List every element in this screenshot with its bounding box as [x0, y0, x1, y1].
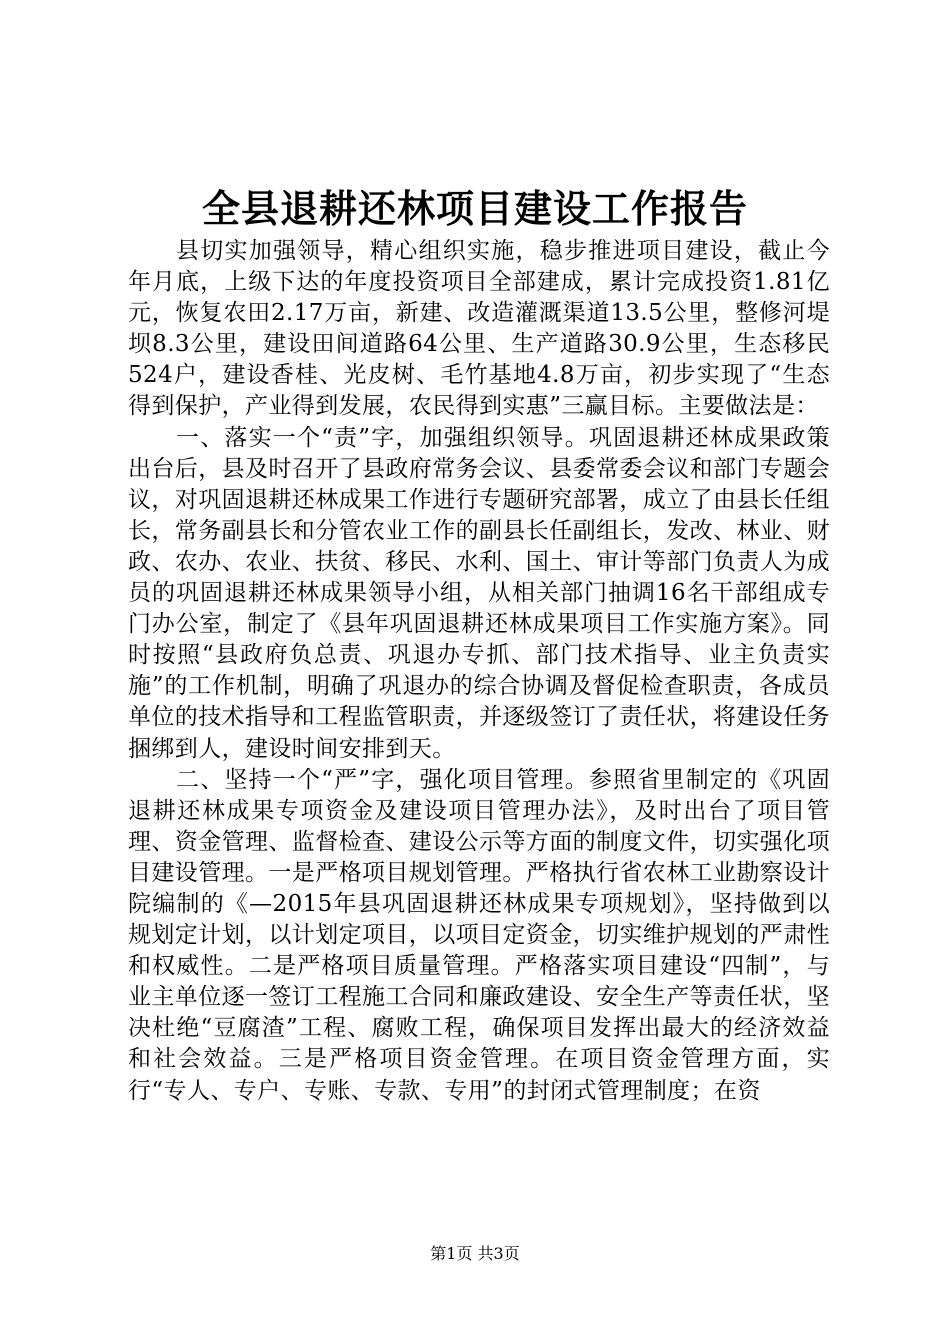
document-body [128, 236, 830, 1107]
section-one-paragraph: 一、落实一个“责”字，加强组织领导。巩固退耕还林成果政策出台后，县及时召开了县政府常务会议、县委常委会议和部门专题会议，对巩固退耕还林成果工作进行专题研究部署，成立了由县长任组长，常务副县长和分管农业工作的副县长任副组长，发改、林业、财政、农办、农业、扶贫、移民、水利、国土、审计等部门负责人为成员的巩固退耕还林成果领导小组，从相关部门抽调16名干部组成专门办公室，制定了《县年巩固退耕还林成果项目工作实施方案》。同时按照“县政府负总责、巩退办专抓、部门技术指导、业主负责实施”的工作机制，明确了巩退办的综合协调及督促检查职责，各成员单位的技术指导和工程监管职责，并逐级签订了责任状，将建设任务捆绑到人，建设时间安排到天。 [128, 424, 830, 762]
intro-paragraph: 县切实加强领导，精心组织实施，稳步推进项目建设，截止今年月底，上级下达的年度投资项目全部建成，累计完成投资1.81亿元，恢复农田2.17万亩，新建、改造灌溉渠道13.5公里，整修河堤坝8.3公里，建设田间道路64公里、生产道路30.9公里，生态移民524户，建设香桂、光皮树、毛竹基地4.8万亩，初步实现了“生态得到保护，产业得到发展，农民得到实惠”三赢目标。主要做法是： [128, 238, 830, 420]
page-number-footer: 第1页 共3页 [430, 1244, 520, 1263]
section-two-paragraph: 二、坚持一个“严”字，强化项目管理。参照省里制定的《巩固退耕还林成果专项资金及建设项目管理办法》，及时出台了项目管理、资金管理、监督检查、建设公示等方面的制度文件，切实强化项目建设管理。一是严格项目规划管理。严格执行省农林工业勘察设计院编制的《—2015年县巩固退耕还林成果专项规划》，坚持做到以规划定计划，以计划定项目，以项目定资金，切实维护规划的严肃性和权威性。二是严格项目质量管理。严格落实项目建设“四制”，与业主单位逐一签订工程施工合同和廉政建设、安全生产等责任状，坚决杜绝“豆腐渣”工程、腐败工程，确保项目发挥出最大的经济效益和社会效益。三是严格项目资金管理。在项目资金管理方面，实行“专人、专户、专账、专款、专用”的封闭式管理制度；在资 [128, 766, 830, 1104]
document-title: 全县退耕还林项目建设工作报告 [201, 186, 748, 231]
